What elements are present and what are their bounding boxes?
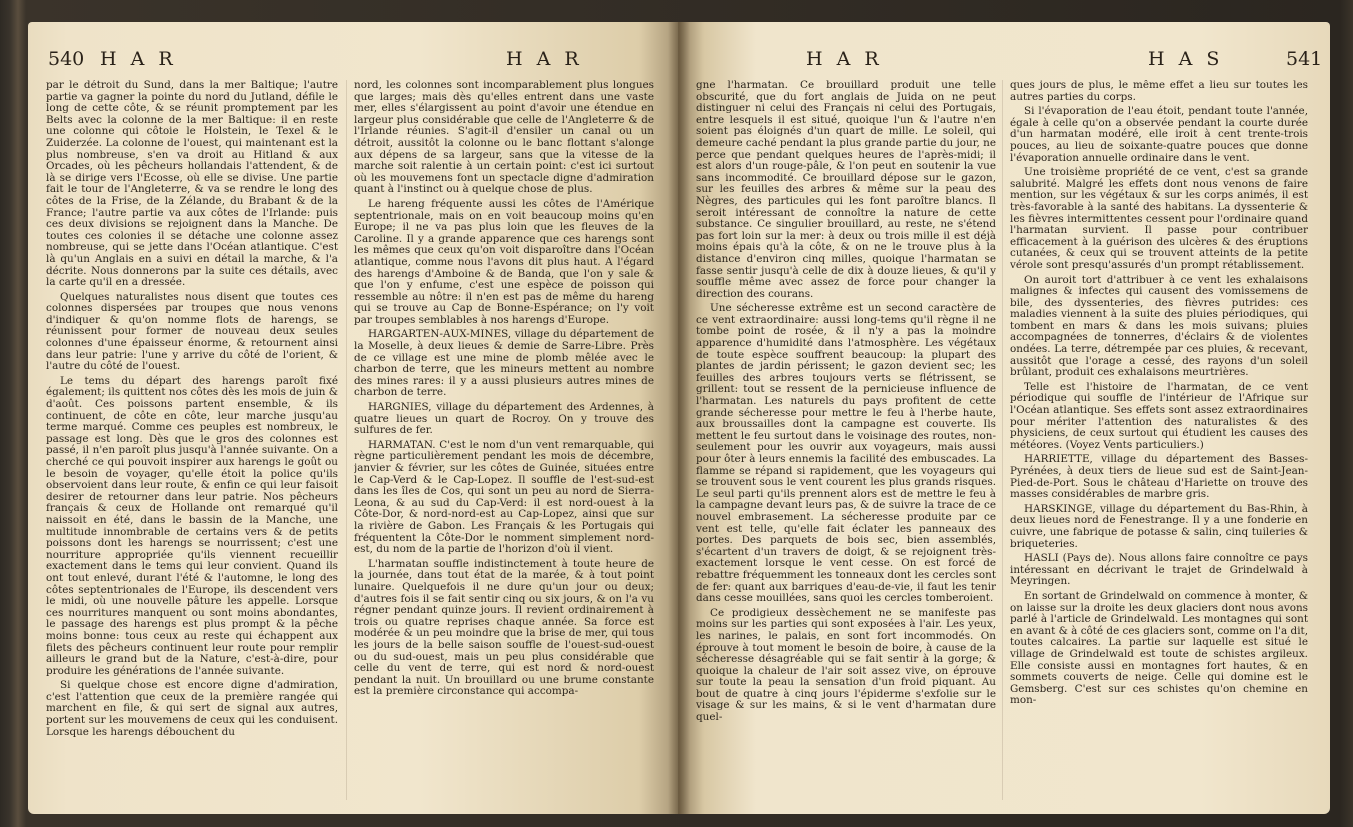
running-head-right-2: H A S [1148, 48, 1224, 70]
paragraph: Telle est l'histoire de l'harmatan, de ce vent périodique qui souffle de l'intérieur de l'Afrique sur l'Océan atlantique. Ses effets sont assez extraordinaires pour mériter l'attention des naturalistes & des physiciens, de ceux surtout qui étudient les causes des météores. (Voyez Vents particuliers.) [1010, 380, 1308, 451]
paragraph: HARSKINGE, village du département du Bas-Rhin, à deux lieues nord de Fenestrange. Il y a une fonderie en cuivre, une fabrique de potasse & salin, cinq tuileries & briqueteries. [1010, 502, 1308, 550]
book-gutter [668, 22, 690, 814]
column-divider [346, 80, 347, 800]
paragraph: ques jours de plus, le même effet a lieu sur toutes les autres parties du corps. [1010, 80, 1308, 103]
paragraph: HARMATAN. C'est le nom d'un vent remarquable, qui règne particulièrement pendant les mois de décembre, janvier & février, sur les côtes de Guinée, situées entre le Cap-Verd & le Cap-Lopez. Il souffle de l'est-sud-est dans les îles de Cos, qui sont un peu au nord de Sierra-Leona, & au sud du Cap-Verd: il est nord-ouest à la Côte-Dor, & nord-nord-est au Cap-Lopez, ainsi que sur la rivière de Gabon. Les Français & les Portugais qui fréquentent la Côte-Dor le nomment simplement nord-est, du nom de la partie de l'horizon d'où il vient. [354, 438, 654, 556]
paragraph: par le détroit du Sund, dans la mer Baltique; l'autre partie va gagner la pointe du nord du Jutland, défile le long de cette côte, & se réunit promptement par les Belts avec la colonne de la mer Baltique: il en reste une colonne qui côtoie le Holstein, le Texel & le Zuiderzée. La colonne de l'ouest, qui maintenant est la plus nombreuse, s'en va droit au Hitland & aux Orcades, où les pêcheurs hollandais l'attendent, & de là se dirige vers l'Ecosse, où elle se divise. Une partie fait le tour de l'Angleterre, & va se rendre le long des côtes de la Frise, de la Zélande, du Brabant & de la France; l'autre partie va aux côtes de l'Irlande: puis ces deux divisions se rejoignent dans la Manche. De toutes ces colonies il se détache une colonne assez nombreuse, qui se jette dans l'Océan atlantique. C'est là qu'un Anglais en a suivi en détail la marche, & l'a décrite. Nous donnerons par la suite ces détails, avec la carte qu'il en a dressée. [46, 80, 338, 289]
paragraph: Le tems du départ des harengs paroît fixé également; ils quittent nos côtes dès les mois de juin & d'août. Ces poissons partent ensemble, & ils continuent, de côte en côte, leur marche jusqu'au terme marqué. Comme ces peuples est nombreux, le passage est long. Dès que le gros des colonnes est passé, il n'en paroît plus jusqu'à l'année suivante. On a cherché ce qui pouvoit inspirer aux harengs le goût ou le besoin de voyager, qu'elle étoit la police qu'ils observoient dans leur route, & enfin ce qui leur faisoit desirer de retourner dans leur patrie. Nos pêcheurs français & ceux de Hollande ont remarqué qu'il naissoit en été, dans le bassin de la Manche, une multitude innombrable de certains vers & de petits poissons dont les harengs se nourrissent; c'est une nourriture appropriée qu'ils viennent recueillir exactement dans le tems qui leur convient. Quand ils ont tout enlevé, durant l'été & l'automne, le long des côtes septentrionales de l'Europe, ils descendent vers le midi, où une nouvelle pâture les appelle. Lorsque ces nourritures manquent ou sont moins abondantes, le passage des harengs est plus prompt & la pêche moins bonne: tous ceux au reste qui échappent aux filets des pêcheurs continuent leur route pour remplir ailleurs le grand but de la Nature, c'est-à-dire, pour produire les générations de l'année suivante. [46, 374, 338, 677]
running-head-right-1: H A R [806, 48, 883, 70]
paragraph: Le hareng fréquente aussi les côtes de l'Amérique septentrionale, mais on en voit beaucoup moins qu'en Europe; il ne va pas plus loin que les fleuves de la Caroline. Il y a grande apparence que ces harengs sont les mêmes que ceux qu'on voit disparoître dans l'Océan atlantique, comme nous l'avons dit plus haut. A l'égard des harengs d'Amboine & de Banda, que l'on y sale & que l'on y enfume, c'est une espèce de poisson qui ressemble au nôtre: il n'en est pas de même du hareng qui se trouve au Cap de Bonne-Espérance; on l'y voit par troupes semblables à nos harengs d'Europe. [354, 197, 654, 326]
column-divider [1002, 80, 1003, 800]
paragraph: Une troisième propriété de ce vent, c'est sa grande salubrité. Malgré les effets dont nous venons de faire mention, sur les végétaux & sur les corps animés, il est très-favorable à la santé des habitans. La dyssenterie & les fièvres intermittentes cessent pour l'ordinaire quand l'harmatan survient. Il passe pour contribuer efficacement à la guérison des ulcères & des éruptions cutanées, & ceux qui se trouvent atteints de la petite vérole sont presqu'assurés d'un prompt rétablissement. [1010, 166, 1308, 271]
paragraph: HASLI (Pays de). Nous allons faire connoître ce pays intéressant en décrivant le trajet de Grindelwald à Meyringen. [1010, 552, 1308, 588]
paragraph: Ce prodigieux dessèchement ne se manifeste pas moins sur les parties qui sont exposées à l'air. Les yeux, les narines, le palais, en sont fort incommodés. On éprouve à tout moment le besoin de boire, à cause de la sécheresse désagréable qui se fait sentir à la gorge; & quoique la chaleur de l'air soit assez vive, on éprouve sur toute la peau la sensation d'un froid piquant. Au bout de quatre à cinq jours l'épiderme s'exfolie sur le visage & sur les mains, & si le vent d'harmatan dure quel- [696, 606, 996, 724]
paragraph: HARGNIES, village du département des Ardennes, à quatre lieues un quart de Rocroy. On y trouve des sulfures de fer. [354, 401, 654, 437]
page-number-right: 541 [1286, 48, 1323, 70]
running-head-left-1: H A R [100, 48, 177, 70]
paragraph: Quelques naturalistes nous disent que toutes ces colonnes dispersées par troupes que nous venons d'indiquer & qu'on nomme flots de harengs, se réunissent pour former de nouveau deux seules colonnes d'une épaisseur énorme, & retournent ainsi dans leur patrie: l'une y arrive du côté de l'orient, & l'autre du côté de l'ouest. [46, 290, 338, 373]
left-page [28, 22, 678, 814]
left-column-2 [354, 80, 654, 804]
paragraph: HARRIETTE, village du département des Basses-Pyrénées, à deux tiers de lieue sud est de Saint-Jean-Pied-de-Port. Sous le château d'Hariette on trouve des masses considérables de marbre gris. [1010, 453, 1308, 501]
paragraph: On auroit tort d'attribuer à ce vent les exhalaisons malignes & infectes qui causent des vomissemens de bile, des dyssenteries, des fièvres putrides: ces maladies viennent à la suite des pluies périodiques, qui tombent en mars & dans les mois suivans; pluies accompagnées de tonnerres, d'éclairs & de violentes ondées. La terre, détrempée par ces pluies, & recevant, aussitôt que l'orage a cessé, des rayons d'un soleil brûlant, produit ces exhalaisons meurtrières. [1010, 273, 1308, 379]
running-head-left-2: H A R [506, 48, 583, 70]
right-page [678, 22, 1330, 814]
paragraph: nord, les colonnes sont incomparablement plus longues que larges; mais dès qu'elles entrent dans une vaste mer, elles s'élargissent au point d'avoir une étendue en largeur plus considérable que celle de l'Angleterre & de l'Irlande réunies. S'agit-il d'ensiler un canal ou un détroit, aussitôt la colonne ou le banc flottant s'alonge aux dépens de sa largeur, sans que la vitesse de la marche soit ralentie à un certain point: c'est ici surtout où les mouvemens font un spectacle digne d'admiration quant à l'instinct ou à quelque chose de plus. [354, 80, 654, 196]
paragraph: gne l'harmatan. Ce brouillard produit une telle obscurité, que du fort anglais de Juida on ne peut distinguer ni celui des Français ni celui des Portugais, entre lesquels il est situé, quoique l'un & l'autre n'en soient pas éloignés d'un quart de mille. Le soleil, qui demeure caché pendant la plus grande partie du jour, ne perce que pendant quelques heures de l'après-midi; il est alors d'un rouge-pâle, & l'on peut en soutenir la vue sans incommodité. Ce brouillard dépose sur le gazon, sur les feuilles des arbres & même sur la peau des Nègres, des particules qui les font paroître blancs. Il seroit intéressant de connoître la nature de cette substance. Ce singulier brouillard, au reste, ne s'étend pas fort loin sur la mer: à deux ou trois mille il est déjà moins épais qu'à la côte, & on ne le trouve plus à la distance d'environ cinq milles, quoique l'harmatan se fasse sentir jusqu'à celle de dix à douze lieues, & qu'il y souffle même avec assez de force pour changer la direction des courans. [696, 80, 996, 300]
right-column-2 [1010, 80, 1308, 804]
paragraph: L'harmatan souffle indistinctement à toute heure de la journée, dans tout état de la marée, & à tout point lunaire. Quelquefois il ne dure qu'un jour ou deux; d'autres fois il se fait sentir cinq ou six jours, & on l'a vu régner pendant quinze jours. Il revient ordinairement à trois ou quatre reprises chaque année. Sa force est modérée & un peu moindre que la brise de mer, qui tous les jours de la belle saison souffle de l'ouest-sud-ouest ou du sud-ouest, mais un peu plus considérable que celle du vent de terre, qui est nord & nord-ouest pendant la nuit. Un brouillard ou une brume constante est la première circonstance qui accompa- [354, 557, 654, 698]
paragraph: En sortant de Grindelwald on commence à monter, & on laisse sur la droite les deux glaciers dont nous avons parlé à l'article de Grindelwald. Les montagnes qui sont en avant & à côté de ces glaciers sont, comme on l'a dit, toutes calcaires. La partie sur laquelle est situé le village de Grindelwald est toute de schistes argileux. Elle consiste aussi en montagnes fort hautes, & en sommets couverts de neige. Celle qui domine est le Gemsberg. C'est sur ces schistes qu'on chemine en mon- [1010, 589, 1308, 707]
paragraph: Si quelque chose est encore digne d'admiration, c'est l'attention que ceux de la première rangée qui marchent en file, & qui sert de signal aux autres, portent sur les mouvemens de ceux qui les conduisent. Lorsque les harengs débouchent du [46, 679, 338, 738]
right-column-1 [696, 80, 996, 804]
paragraph: Une sécheresse extrême est un second caractère de ce vent extraordinaire: aussi long-tems qu'il règne il ne tombe point de rosée, & il n'y a pas la moindre apparence d'humidité dans l'atmosphère. Les végétaux de toute espèce souffrent beaucoup: la plupart des plantes de jardin périssent; le gazon devient sec; les feuilles des arbres toujours verts se flétrissent, se grillent: tout se ressent de la pernicieuse influence de l'harmatan. Les naturels du pays profitent de cette grande sécheresse pour mettre le feu à l'herbe haute, aux broussailles dont la campagne est couverte. Ils mettent le feu surtout dans le voisinage des routes, non-seulement pour les ouvrir aux voyageurs, mais aussi pour ôter à leurs ennemis la facilité des embuscades. La flamme se répand si rapidement, que les voyageurs qui se trouvent sous le vent courent les plus grands risques. Le seul parti qu'ils prennent alors est de mettre le feu à la campagne devant leurs pas, & de suivre la trace de ce nouvel embrasement. La sécheresse produite par ce vent est telle, qu'elle fait éclater les panneaux des portes. Des parquets de bois sec, bien assemblés, s'écartent d'un travers de doigt, & se rejoignent très-exactement lorsque le vent cesse. On est forcé de rebattre fréquemment les tonneaux dont les cercles sont de fer: quant aux barriques d'eau-de-vie, il faut les tenir dans cesse mouillées, sans quoi les cercles tomberoient. [696, 302, 996, 605]
page-number-left: 540 [48, 48, 85, 70]
paragraph: Si l'évaporation de l'eau étoit, pendant toute l'année, égale à celle qu'on a observée pendant la courte durée d'un harmatan modéré, elle iroit à cent trente-trois pouces, au lieu de soixante-quatre pouces que donne l'évaporation annuelle ordinaire dans le vent. [1010, 105, 1308, 164]
paragraph: HARGARTEN-AUX-MINES, village du département de la Moselle, à deux lieues & demie de Sarre-Libre. Près de ce village est une mine de plomb mêlée avec le charbon de terre, que les mineurs mettent au nombre des mines rares: il y a aussi plusieurs autres mines de charbon de terre. [354, 328, 654, 399]
left-column-1 [46, 80, 338, 804]
